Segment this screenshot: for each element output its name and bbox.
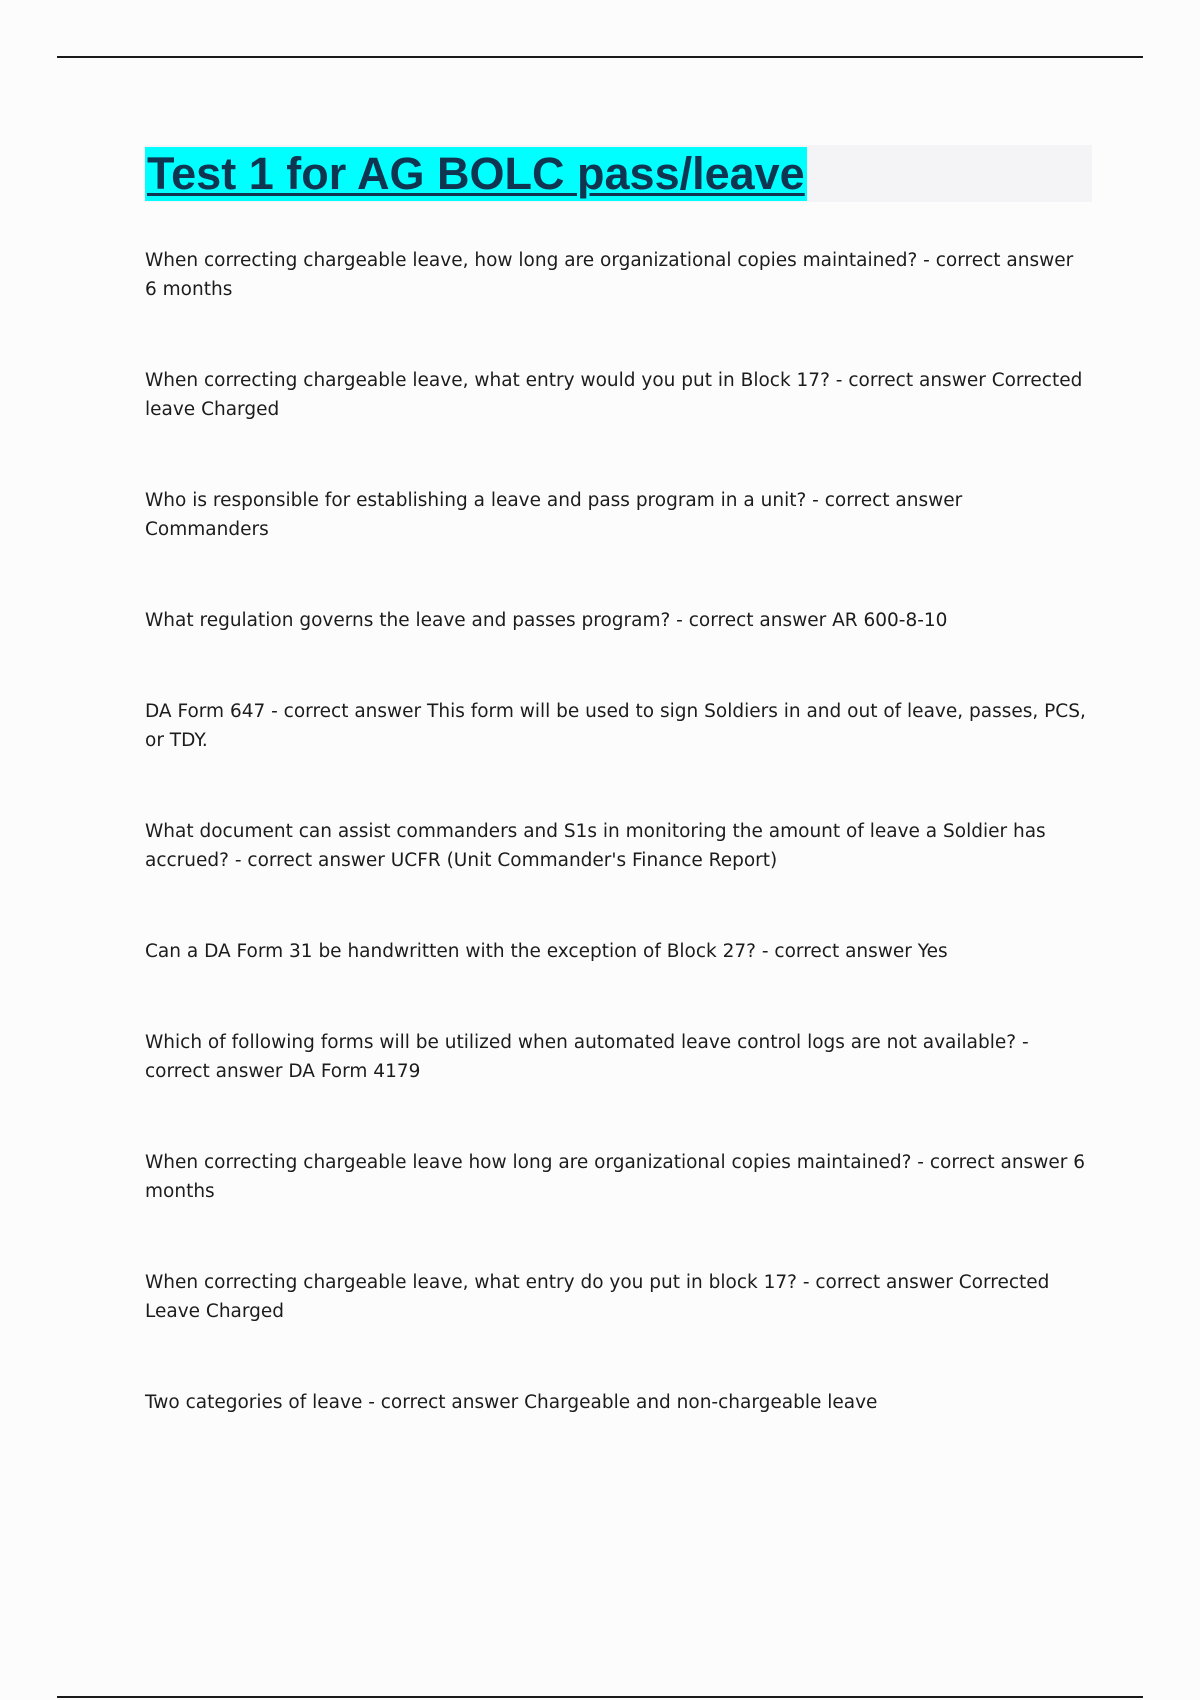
qa-item: When correcting chargeable leave, what entry do you put in block 17? - correct answer Corrected Leave Charged	[145, 1272, 1050, 1322]
qa-item: Which of following forms will be utilized when automated leave control logs are not available? - correct answer DA Form 4179	[145, 1032, 1029, 1082]
qa-item: What regulation governs the leave and passes program? - correct answer AR 600-8-10	[145, 610, 948, 631]
bottom-divider	[57, 1696, 1143, 1698]
qa-item: Who is responsible for establishing a leave and pass program in a unit? - correct answer Commanders	[145, 490, 963, 540]
top-divider	[57, 56, 1143, 58]
qa-item: Two categories of leave - correct answer Chargeable and non-chargeable leave	[145, 1392, 878, 1413]
qa-item: When correcting chargeable leave, how long are organizational copies maintained? - correct answer 6 months	[145, 250, 1074, 300]
document-title: Test 1 for AG BOLC pass/leave	[147, 148, 805, 199]
qa-item: DA Form 647 - correct answer This form will be used to sign Soldiers in and out of leave, passes, PCS, or TDY.	[145, 701, 1086, 751]
qa-item: When correcting chargeable leave, what entry would you put in Block 17? - correct answer Corrected leave Charged	[145, 370, 1083, 420]
qa-item: What document can assist commanders and S1s in monitoring the amount of leave a Soldier has accrued? - correct answer UCFR (Unit Commander's Finance Report)	[145, 821, 1046, 871]
qa-item: Can a DA Form 31 be handwritten with the exception of Block 27? - correct answer Yes	[145, 941, 948, 962]
qa-list	[145, 246, 1090, 1417]
qa-item: When correcting chargeable leave how long are organizational copies maintained? - correct answer 6 months	[145, 1152, 1085, 1202]
